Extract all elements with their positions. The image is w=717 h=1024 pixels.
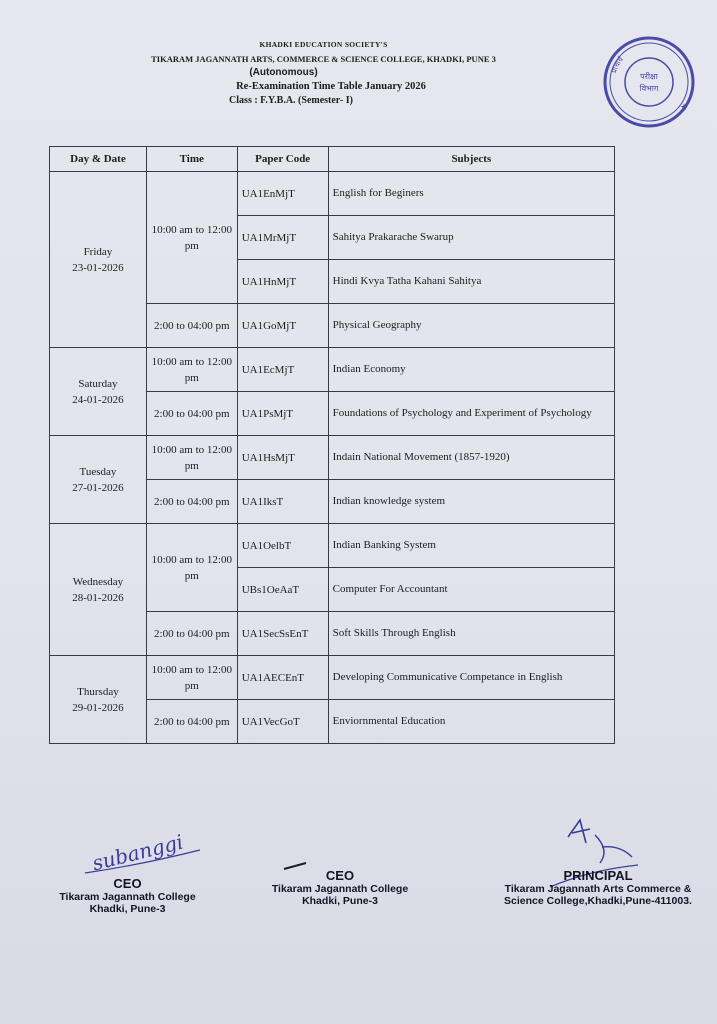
day-name: Tuesday (79, 465, 117, 478)
signature-org: Tikaram Jagannath College (271, 883, 409, 895)
subject-cell: Indian Banking System (328, 524, 614, 568)
time-cell: 10:00 am to 12:00 pm (146, 656, 237, 700)
timetable-body (50, 172, 615, 744)
subject-cell: Soft Skills Through English (328, 612, 614, 656)
paper-code-cell: UA1EnMjT (237, 172, 328, 216)
subject-cell: Indian Economy (328, 348, 614, 392)
signature-org: Tikaram Jagannath College (59, 891, 196, 903)
day-name: Friday (83, 245, 113, 258)
time-cell: 10:00 am to 12:00 pm (146, 436, 237, 480)
day-date-cell (50, 656, 147, 744)
college-stamp-icon (602, 35, 696, 129)
signature-location: Science College,Khadki,Pune-411003. (504, 895, 692, 907)
paper-code-cell: UA1HnMjT (237, 260, 328, 304)
signature-block-principal (488, 868, 708, 907)
handwritten-signature-icon (80, 825, 220, 880)
paper-code-cell: UA1PsMjT (237, 392, 328, 436)
subject-cell: Hindi Kvya Tatha Kahani Sahitya (328, 260, 614, 304)
subject-cell: Indain National Movement (1857-1920) (328, 436, 614, 480)
time-cell: 10:00 am to 12:00 pm (146, 348, 237, 392)
signature-location: Khadki, Pune-3 (89, 903, 166, 915)
subject-cell: Enviornmental Education (328, 700, 614, 744)
table-row (50, 524, 615, 568)
time-cell: 2:00 to 04:00 pm (146, 612, 237, 656)
exam-date: 28-01-2026 (72, 591, 124, 604)
col-header-day: Day & Date (50, 147, 147, 172)
time-cell: 10:00 am to 12:00 pm (146, 172, 237, 304)
subject-cell: English for Beginers (328, 172, 614, 216)
exam-date: 23-01-2026 (72, 261, 124, 274)
day-date-cell (50, 436, 147, 524)
paper-code-cell: UA1SecSsEnT (237, 612, 328, 656)
paper-code-cell: UA1IksT (237, 480, 328, 524)
signature-org: Tikaram Jagannath Arts Commerce & (504, 883, 692, 895)
exam-date: 27-01-2026 (72, 481, 124, 494)
day-name: Thursday (77, 685, 119, 698)
signature-block-ceo-1 (30, 876, 225, 915)
college-name: TIKARAM JAGANNATH ARTS, COMMERCE & SCIENCE COLLEGE, KHADKI, PUNE 3 (151, 54, 496, 64)
subject-cell: Computer For Accountant (328, 568, 614, 612)
signature-role: PRINCIPAL (563, 868, 633, 883)
exam-date: 29-01-2026 (72, 701, 124, 714)
stamp-line-1: परीक्षा (640, 72, 658, 81)
day-name: Wednesday (72, 575, 124, 588)
exam-date: 24-01-2026 (72, 393, 124, 406)
subject-cell: Foundations of Psychology and Experiment of Psychology (328, 392, 614, 436)
col-header-time: Time (146, 147, 237, 172)
society-name: KHADKI EDUCATION SOCIETY'S (259, 40, 388, 49)
col-header-paper-code: Paper Code (237, 147, 328, 172)
timetable (49, 146, 615, 744)
subject-cell: Physical Geography (328, 304, 614, 348)
table-row (50, 172, 615, 216)
svg-text:★: ★ (680, 102, 689, 112)
signature-role: CEO (325, 868, 355, 883)
stamp-arc-text: प्राचार्य (610, 55, 626, 75)
signature-role: CEO (113, 876, 142, 891)
time-cell: 10:00 am to 12:00 pm (146, 524, 237, 612)
time-cell: 2:00 to 04:00 pm (146, 480, 237, 524)
paper-code-cell: UBs1OeAaT (237, 568, 328, 612)
paper-code-cell: UA1MrMjT (237, 216, 328, 260)
signature-location: Khadki, Pune-3 (302, 895, 378, 907)
time-cell: 2:00 to 04:00 pm (146, 392, 237, 436)
table-row (50, 436, 615, 480)
subject-cell: Sahitya Prakarache Swarup (328, 216, 614, 260)
class-line: Class : F.Y.B.A. (Semester- I) (229, 95, 353, 106)
paper-code-cell: UA1VecGoT (237, 700, 328, 744)
table-row (50, 656, 615, 700)
day-date-cell (50, 172, 147, 348)
time-cell: 2:00 to 04:00 pm (146, 700, 237, 744)
document-title: Re-Examination Time Table January 2026 (236, 81, 426, 92)
subject-cell: Indian knowledge system (328, 480, 614, 524)
autonomous-label: (Autonomous) (249, 67, 318, 78)
day-name: Saturday (78, 377, 118, 390)
table-row (50, 348, 615, 392)
time-cell: 2:00 to 04:00 pm (146, 304, 237, 348)
paper-code-cell: UA1AECEnT (237, 656, 328, 700)
paper-code-cell: UA1GoMjT (237, 304, 328, 348)
day-date-cell (50, 524, 147, 656)
paper-code-cell: UA1EcMjT (237, 348, 328, 392)
stamp-line-2: विभाग (639, 84, 659, 93)
paper-code-cell: UA1OelbT (237, 524, 328, 568)
table-header-row (50, 147, 615, 172)
subject-cell: Developing Communicative Competance in English (328, 656, 614, 700)
paper-code-cell: UA1HsMjT (237, 436, 328, 480)
signature-block-ceo-2 (250, 868, 430, 907)
handwritten-name: subanggi (89, 829, 186, 876)
day-date-cell (50, 348, 147, 436)
col-header-subjects: Subjects (328, 147, 614, 172)
